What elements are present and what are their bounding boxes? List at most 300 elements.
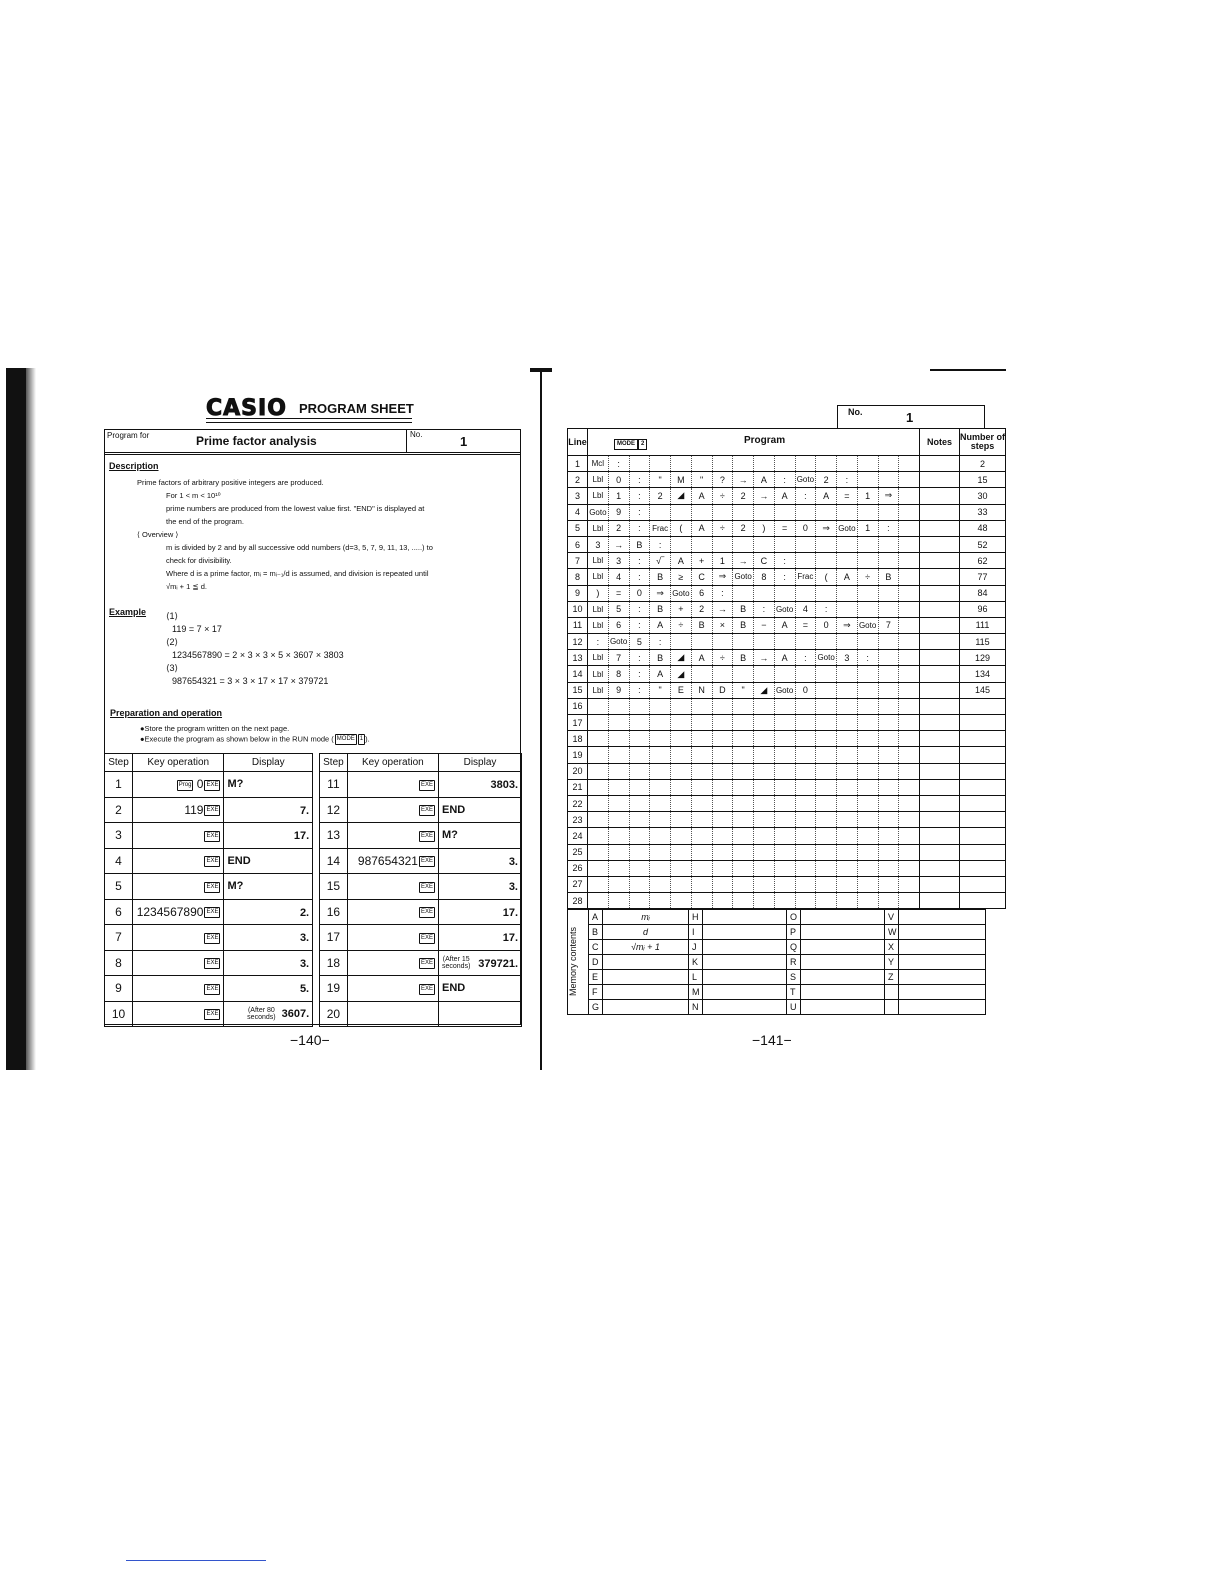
program-cell: ◢ — [754, 682, 775, 698]
program-cell — [733, 828, 754, 844]
program-cell — [857, 504, 878, 520]
program-cell: 1 — [857, 520, 878, 536]
memory-value — [603, 1000, 689, 1015]
program-cell: : — [754, 601, 775, 617]
steps-cell — [960, 795, 1006, 811]
step-number: 20 — [320, 1001, 348, 1027]
notes-cell — [920, 795, 960, 811]
memory-register — [885, 1000, 899, 1015]
memory-value — [899, 1000, 986, 1015]
program-cell — [712, 666, 733, 682]
program-cell: Lbl — [588, 569, 609, 585]
no-value: 1 — [906, 410, 914, 425]
program-cell: 3 — [837, 650, 858, 666]
program-cell — [671, 747, 692, 763]
program-cell — [671, 860, 692, 876]
two-key-icon: 2 — [638, 439, 647, 450]
program-cell: 2 — [691, 601, 712, 617]
notes-cell — [920, 715, 960, 731]
exe-key-icon: EXE — [204, 1009, 220, 1020]
program-table — [567, 428, 1006, 909]
program-cell — [671, 763, 692, 779]
program-cell — [816, 844, 837, 860]
table-gap — [313, 950, 320, 976]
program-cell — [754, 504, 775, 520]
program-cell — [774, 828, 795, 844]
program-cell — [650, 731, 671, 747]
program-cell — [774, 795, 795, 811]
program-cell — [774, 698, 795, 714]
program-cell: ÷ — [712, 520, 733, 536]
program-cell: → — [608, 536, 629, 552]
program-line — [568, 698, 1006, 714]
program-cell — [774, 860, 795, 876]
program-cell — [899, 456, 920, 472]
program-cell: A — [774, 650, 795, 666]
program-cell — [816, 860, 837, 876]
example-line: ⟨1⟩ — [166, 611, 179, 621]
program-cell — [857, 860, 878, 876]
program-line — [568, 715, 1006, 731]
program-cell: " — [733, 682, 754, 698]
memory-register: R — [787, 955, 801, 970]
program-cell: 5 — [629, 634, 650, 650]
page-number-right: −141− — [752, 1032, 792, 1048]
steps-cell: 62 — [960, 553, 1006, 569]
prog-key-icon: Prog — [177, 780, 194, 791]
program-cell: = — [774, 520, 795, 536]
notes-cell — [920, 472, 960, 488]
program-cell — [878, 456, 899, 472]
program-line — [568, 828, 1006, 844]
line-number: 28 — [568, 893, 588, 909]
program-cell: ? — [712, 472, 733, 488]
notes-cell — [920, 617, 960, 633]
step-number: 7 — [105, 925, 133, 951]
program-cell: : — [774, 472, 795, 488]
program-cell — [608, 747, 629, 763]
program-cell: ) — [754, 520, 775, 536]
program-cell — [795, 504, 816, 520]
memory-contents-label: Memory contents — [568, 910, 589, 1015]
program-cell — [857, 601, 878, 617]
program-cell — [878, 828, 899, 844]
program-cell: = — [795, 617, 816, 633]
program-cell: Lbl — [588, 472, 609, 488]
program-cell — [795, 536, 816, 552]
after-note: (After 80 seconds) — [247, 1007, 276, 1022]
program-cell — [588, 715, 609, 731]
table-gap — [313, 772, 320, 798]
program-cell: N — [691, 682, 712, 698]
notes-cell — [920, 747, 960, 763]
step-number: 13 — [320, 823, 348, 849]
key-operation — [347, 874, 438, 900]
memory-value — [801, 910, 885, 925]
step-number: 4 — [105, 848, 133, 874]
key-operation — [347, 823, 438, 849]
program-cell: B — [650, 650, 671, 666]
program-cell: 2 — [650, 488, 671, 504]
program-cell — [733, 812, 754, 828]
key-operation — [132, 1001, 223, 1027]
program-cell — [899, 504, 920, 520]
program-cell — [878, 504, 899, 520]
program-cell: A — [754, 472, 775, 488]
line-number: 12 — [568, 634, 588, 650]
display-value: 3. — [508, 855, 518, 868]
line-number: 21 — [568, 779, 588, 795]
program-cell — [816, 698, 837, 714]
program-header: MODE 2 Program — [588, 429, 920, 456]
program-line — [568, 601, 1006, 617]
description-line: the end of the program. — [166, 517, 244, 526]
program-cell — [837, 844, 858, 860]
line-number: 9 — [568, 585, 588, 601]
program-cell — [878, 715, 899, 731]
program-cell — [837, 585, 858, 601]
description-line: check for divisibility. — [166, 556, 232, 565]
program-cell — [878, 779, 899, 795]
program-cell — [837, 747, 858, 763]
description-line: √mᵢ + 1 ≦ d. — [166, 582, 207, 591]
step-number: 10 — [105, 1001, 133, 1027]
program-cell: : — [629, 504, 650, 520]
program-cell: B — [650, 569, 671, 585]
table-gap — [313, 925, 320, 951]
description-line: prime numbers are produced from the lowest value first. "END" is displayed at — [166, 504, 425, 513]
program-cell — [754, 828, 775, 844]
memory-value: d — [603, 925, 689, 940]
program-cell — [588, 893, 609, 909]
steps-cell: 77 — [960, 569, 1006, 585]
steps-cell — [960, 860, 1006, 876]
program-cell: : — [608, 456, 629, 472]
memory-value: √mᵢ + 1 — [603, 940, 689, 955]
exe-key-icon: EXE — [419, 805, 435, 816]
program-cell — [857, 456, 878, 472]
key-operation-header: Key operation — [132, 754, 223, 772]
program-cell — [857, 844, 878, 860]
program-cell — [588, 731, 609, 747]
exe-key-icon: EXE — [419, 856, 435, 867]
program-cell — [899, 715, 920, 731]
program-cell — [754, 860, 775, 876]
program-cell — [899, 828, 920, 844]
program-cell: : — [650, 536, 671, 552]
key-operation — [347, 797, 438, 823]
program-cell — [878, 763, 899, 779]
program-cell: ÷ — [671, 617, 692, 633]
display-value: 5. — [299, 983, 310, 996]
memory-register: M — [689, 985, 703, 1000]
program-cell — [608, 876, 629, 892]
table-gap — [313, 1001, 320, 1027]
program-cell: " — [650, 472, 671, 488]
program-cell — [878, 731, 899, 747]
program-cell — [754, 763, 775, 779]
display-header: Display — [439, 754, 522, 772]
table-row — [105, 874, 522, 900]
program-cell: = — [608, 585, 629, 601]
program-cell — [857, 472, 878, 488]
mode-key-icon: MODE — [614, 439, 638, 450]
program-cell — [733, 779, 754, 795]
program-cell — [795, 828, 816, 844]
one-key-icon: 1 — [358, 734, 365, 745]
steps-cell — [960, 812, 1006, 828]
display-cell — [439, 823, 522, 849]
program-cell: 7 — [878, 617, 899, 633]
program-cell — [878, 553, 899, 569]
program-cell — [857, 715, 878, 731]
program-cell — [837, 828, 858, 844]
step-number: 9 — [105, 976, 133, 1002]
program-cell — [629, 747, 650, 763]
program-cell — [899, 893, 920, 909]
program-cell — [774, 844, 795, 860]
program-cell — [837, 876, 858, 892]
line-number: 27 — [568, 876, 588, 892]
program-line — [568, 812, 1006, 828]
display-value: 3607. — [281, 1008, 310, 1021]
line-number: 8 — [568, 569, 588, 585]
memory-register: N — [689, 1000, 703, 1015]
program-cell: E — [671, 682, 692, 698]
program-cell — [816, 876, 837, 892]
notes-cell — [920, 553, 960, 569]
steps-cell: 115 — [960, 634, 1006, 650]
program-cell: A — [691, 650, 712, 666]
display-cell — [224, 976, 313, 1002]
program-cell: ( — [816, 569, 837, 585]
memory-register: I — [689, 925, 703, 940]
table-row — [105, 925, 522, 951]
notes-cell — [920, 763, 960, 779]
program-cell — [774, 504, 795, 520]
program-cell — [629, 876, 650, 892]
memory-register: J — [689, 940, 703, 955]
memory-register: U — [787, 1000, 801, 1015]
program-cell — [691, 536, 712, 552]
program-line — [568, 860, 1006, 876]
program-cell — [816, 682, 837, 698]
program-cell — [671, 893, 692, 909]
line-number: 4 — [568, 504, 588, 520]
key-digits: 1234567890 — [136, 904, 204, 919]
steps-cell — [960, 893, 1006, 909]
program-cell: 5 — [608, 601, 629, 617]
program-cell: : — [878, 520, 899, 536]
program-cell — [712, 504, 733, 520]
exe-key-icon: EXE — [204, 882, 220, 893]
program-cell: : — [795, 650, 816, 666]
program-line — [568, 650, 1006, 666]
program-cell — [754, 634, 775, 650]
program-for-label: Program for — [107, 431, 150, 440]
program-cell — [712, 456, 733, 472]
program-cell — [733, 763, 754, 779]
program-cell: B — [733, 601, 754, 617]
program-cell — [691, 698, 712, 714]
scan-underline — [126, 1560, 266, 1561]
program-cell — [899, 650, 920, 666]
program-cell — [878, 650, 899, 666]
program-cell — [795, 893, 816, 909]
program-cell — [774, 666, 795, 682]
program-cell — [712, 876, 733, 892]
title-rule — [206, 418, 412, 423]
program-cell — [712, 860, 733, 876]
key-operation — [132, 950, 223, 976]
program-cell — [816, 763, 837, 779]
steps-header: Number of steps — [960, 429, 1006, 456]
display-cell — [439, 899, 522, 925]
program-title: Prime factor analysis — [196, 434, 317, 448]
notes-cell — [920, 488, 960, 504]
program-line — [568, 747, 1006, 763]
program-cell — [899, 779, 920, 795]
program-cell: → — [733, 553, 754, 569]
program-cell: ⇒ — [712, 569, 733, 585]
program-cell: B — [629, 536, 650, 552]
program-cell — [691, 715, 712, 731]
steps-cell: 52 — [960, 536, 1006, 552]
sheet-title: PROGRAM SHEET — [299, 401, 414, 416]
program-cell — [816, 504, 837, 520]
exe-key-icon: EXE — [419, 780, 435, 791]
program-cell — [588, 812, 609, 828]
program-cell — [712, 893, 733, 909]
example-line: ⟨3⟩ — [166, 663, 179, 673]
program-cell — [837, 682, 858, 698]
program-cell — [588, 876, 609, 892]
memory-row — [568, 940, 986, 955]
program-cell — [837, 553, 858, 569]
program-cell — [629, 844, 650, 860]
steps-cell: 111 — [960, 617, 1006, 633]
program-cell — [857, 553, 878, 569]
program-cell — [691, 893, 712, 909]
notes-cell — [920, 650, 960, 666]
program-cell — [899, 617, 920, 633]
key-operation — [132, 925, 223, 951]
program-cell: Goto — [774, 682, 795, 698]
program-line — [568, 472, 1006, 488]
program-cell — [733, 747, 754, 763]
program-cell — [816, 456, 837, 472]
program-cell — [733, 536, 754, 552]
program-cell — [837, 666, 858, 682]
program-cell — [650, 795, 671, 811]
program-cell: A — [691, 520, 712, 536]
program-cell — [774, 456, 795, 472]
program-cell: A — [650, 617, 671, 633]
program-cell — [795, 795, 816, 811]
program-cell — [774, 634, 795, 650]
program-cell — [816, 715, 837, 731]
program-cell: Lbl — [588, 650, 609, 666]
description-line: ⟨ Overview ⟩ — [137, 530, 179, 539]
program-cell — [899, 601, 920, 617]
program-cell — [795, 779, 816, 795]
display-cell — [439, 772, 522, 798]
step-number: 11 — [320, 772, 348, 798]
program-cell — [754, 731, 775, 747]
steps-cell — [960, 715, 1006, 731]
program-cell — [691, 812, 712, 828]
exe-key-icon: EXE — [419, 882, 435, 893]
program-cell — [608, 715, 629, 731]
memory-register: X — [885, 940, 899, 955]
program-cell — [816, 828, 837, 844]
program-cell — [857, 731, 878, 747]
program-cell: 3 — [608, 553, 629, 569]
program-cell — [837, 812, 858, 828]
top-rule — [930, 369, 1006, 371]
example-line: 987654321 = 3 × 3 × 17 × 17 × 379721 — [172, 676, 329, 686]
line-number: 24 — [568, 828, 588, 844]
program-line — [568, 569, 1006, 585]
memory-value — [899, 985, 986, 1000]
no-divider — [406, 429, 407, 453]
program-cell — [774, 763, 795, 779]
program-cell: Lbl — [588, 682, 609, 698]
program-cell — [795, 553, 816, 569]
program-cell: 1 — [608, 488, 629, 504]
program-cell: 6 — [608, 617, 629, 633]
key-digits: 119 — [184, 802, 204, 817]
memory-table — [567, 909, 986, 1015]
program-cell: 0 — [795, 682, 816, 698]
program-cell — [857, 812, 878, 828]
memory-value — [899, 910, 986, 925]
memory-value — [801, 970, 885, 985]
program-cell — [608, 779, 629, 795]
exe-key-icon: EXE — [419, 984, 435, 995]
program-cell: B — [691, 617, 712, 633]
program-cell — [754, 698, 775, 714]
program-cell: 3 — [588, 536, 609, 552]
step-number: 14 — [320, 848, 348, 874]
program-cell: B — [878, 569, 899, 585]
display-value: 379721. — [478, 957, 518, 970]
program-cell — [774, 536, 795, 552]
program-cell — [816, 634, 837, 650]
program-line — [568, 893, 1006, 909]
program-cell — [754, 666, 775, 682]
display-cell — [439, 848, 522, 874]
steps-cell: 134 — [960, 666, 1006, 682]
program-cell — [629, 715, 650, 731]
key-operation — [347, 1001, 438, 1027]
line-number: 11 — [568, 617, 588, 633]
program-cell: : — [629, 666, 650, 682]
program-cell — [816, 812, 837, 828]
program-cell: 9 — [608, 504, 629, 520]
memory-register: S — [787, 970, 801, 985]
memory-value — [899, 970, 986, 985]
program-cell: 2 — [733, 520, 754, 536]
program-cell — [754, 747, 775, 763]
line-number: 19 — [568, 747, 588, 763]
table-row — [105, 772, 522, 798]
memory-register: H — [689, 910, 703, 925]
program-cell — [712, 715, 733, 731]
line-number: 15 — [568, 682, 588, 698]
program-cell: Lbl — [588, 601, 609, 617]
display-value: 17. — [502, 932, 518, 945]
